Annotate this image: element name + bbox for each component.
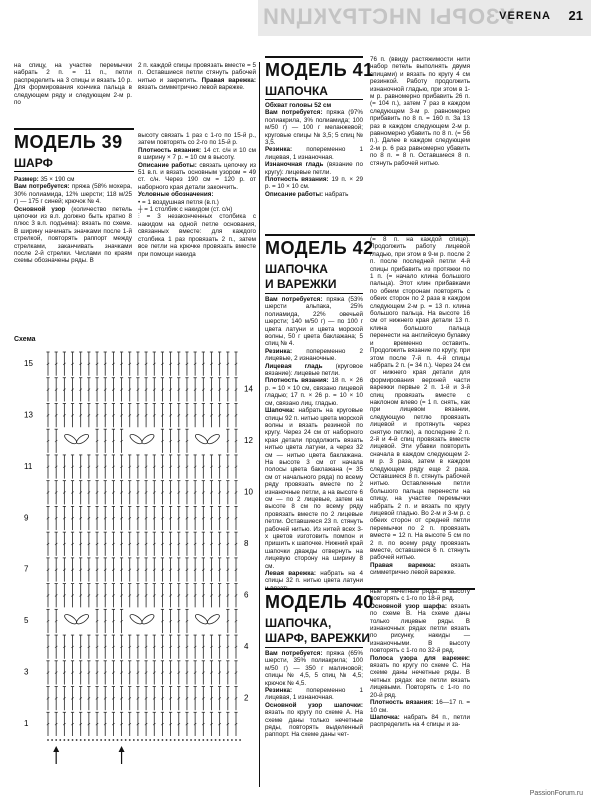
paragraph: Описание работы: набрать	[265, 190, 349, 198]
chain-stitch	[145, 739, 147, 741]
paragraph: Шапочка: набрать на круговые спицы 92 п. нитью цвета морской волны и вязать резинкой по кругу. Через 24 см от наборного края детали продолжить вязать нитью цвета латуни, а через 32 см — нитью цвета баклажана. На высоте 3 см от начала полосы цвета баклажана (= 35 см от начального ряда) по всему ряду провязать вместе по 2 изнаночные петли, а на высоте 6 см — по 2 лицевые, затем на высоте 8 см по всему ряду провязать вместе по 2 лицевые петли. Оставшиеся 23 п. стянуть рабочей нитью. Из нитей всех 3-х цветов изготовить помпон и пришить к шапочке. Нижний край шапочки дважды отвернуть на лицевую сторону на ширину 8 см.	[265, 407, 363, 570]
chain-stitch	[190, 739, 192, 741]
model39-text-b: высоту связать 1 раз с 1-го по 15-й р., затем повторять со 2-го по 15-й р. Плотность вязания: 14 ст. с/н и 10 см в ширину × 7 р. = 10 см в высоту. Описание работы: связать цепочку из 51 в.п. и вязать основным узором = 49 ст. с/н. Через 190 см = 120 р. от наборного края детали закончить. Условные обозначения: • = 1 воздушная петля (в.п.) ┼ = 1 столбик с накидом (ст. с/н) ⫶ = 3 незаконченных столбика с накидом на одной петле основания, связанных вместе: для каждого столбика 1 раз провязать 2 п., затем все петли на крючке провязать вместе при помощи накида	[138, 132, 257, 258]
row-number-right: 12	[244, 436, 253, 446]
chain-stitch	[198, 739, 200, 741]
divider	[265, 293, 363, 294]
paragraph: Изнаночная гладь (вязание по кругу): лицевые петли.	[265, 161, 363, 176]
text-col1-top: на спицу, на участке перемычки набрать 2 п. = 11 п., петли распределить на 3 спицы и вязать 10 р. Для формирования кончика пальца в следующем ряду и следующем 2-м р. по	[14, 62, 132, 107]
chain-stitch	[215, 739, 217, 741]
chain-stitch	[153, 739, 155, 741]
leaf-cluster	[141, 613, 156, 626]
paragraph: Резинка: попеременно 2 лицевые, 2 изнаночные.	[265, 347, 363, 363]
chain-stitch	[112, 739, 114, 741]
chain-stitch	[80, 739, 82, 741]
paragraph: Основной узор шарфа: вязать по схеме В. На схеме даны только лицевые ряды. В изнаночных рядах петли вязать по рисунку, накиды — изнаночными. В высоту повторять с 1-го по 32-й ряд.	[370, 602, 470, 655]
row-number-right: 6	[244, 590, 249, 600]
divider	[14, 171, 134, 172]
legend-item: ┼ = 1 столбик с накидом (ст. с/н)	[138, 206, 233, 214]
paragraph: Резинка: попеременно 1 лицевая, 1 изнаночная.	[265, 146, 363, 161]
paragraph: Резинка: попеременно 1 лицевая, 1 изнаночная.	[265, 687, 363, 702]
leaf-cluster	[75, 433, 90, 446]
leaf-cluster	[63, 613, 78, 626]
legend-item: ⫶ = 3 незаконченных столбика с накидом на одной петле основания, связанных вместе: для каждого столбика 1 раз провязать 2 п., затем все петли на крючке провязать вместе при помощи накида	[138, 213, 256, 258]
chain-stitch	[55, 739, 57, 741]
divider	[14, 128, 134, 130]
chain-stitch	[59, 739, 61, 741]
chain-stitch	[239, 739, 241, 741]
row-number-left: 13	[24, 410, 33, 420]
model42-text-a	[265, 296, 363, 592]
leaf-cluster	[194, 433, 209, 446]
chain-stitch	[186, 739, 188, 741]
chain-stitch	[182, 739, 184, 741]
chain-stitch	[72, 739, 74, 741]
chain-stitch	[84, 739, 86, 741]
chain-stitch	[170, 739, 172, 741]
row-number-right: 10	[244, 487, 253, 497]
leaf-cluster	[129, 433, 144, 446]
chain-stitch	[219, 739, 221, 741]
page-number: 21	[568, 8, 583, 23]
chain-stitch	[157, 739, 159, 741]
chain-stitch	[68, 739, 70, 741]
model40-text-a	[265, 650, 363, 739]
model40-text-b	[370, 588, 470, 729]
row-number-left: 15	[24, 358, 33, 368]
chain-stitch	[174, 739, 176, 741]
row-number-right: 2	[244, 693, 249, 703]
paragraph: ные и нечетные ряды. В высоту повторять с 1-го по 18-й ряд.	[370, 588, 470, 603]
model41-text-a	[265, 102, 363, 198]
paragraph: Плотность вязания: 18 п. × 26 р. = 10 × 10 см, связано лицевой гладью; 17 п. × 26 р. = 10 × 10 см, связано лиц. гладью.	[265, 377, 363, 407]
chain-stitch	[121, 739, 123, 741]
row-number-left: 5	[24, 616, 29, 626]
chain-stitch	[137, 739, 139, 741]
chain-stitch	[231, 739, 233, 741]
row-number-left: 9	[24, 513, 29, 523]
paragraph: Левая варежка: набрать на 4 спицы 32 п. нитью цвета латуни	[265, 570, 363, 585]
model39-text-a: Размер: 35 × 190 см Вам потребуется: пряжа (58% мохера, 30% полиамида, 12% шерсти; 118 м/25 г) — 175 г синей; крючок № 4. Основной узор (количество петель цепочки из в.п. должно быть кратно 8 плюс 3 в.п. подъема): вязать по схеме. В ширину начинать значками после 1-й стрелкой, повторять раппорт между стрелками, заканчивать значками после 2-й стрелки. Числами по краям схемы обозначены ряды. В	[14, 176, 133, 265]
crochet-chart	[14, 344, 254, 784]
chain-stitch	[223, 739, 225, 741]
chain-stitch	[47, 739, 49, 741]
repeat-arrow-head	[53, 746, 59, 752]
leaf-cluster	[206, 433, 221, 446]
model40-subtitle-1: ШАПОЧКА,	[265, 616, 332, 630]
model42-subtitle-1: ШАПОЧКА	[265, 262, 328, 276]
chain-stitch	[227, 739, 229, 741]
row-number-left: 11	[24, 461, 33, 471]
chain-stitch	[100, 739, 102, 741]
chain-stitch	[51, 739, 53, 741]
divider	[265, 99, 363, 100]
paragraph: Вам потребуется: пряжа (97% полиакрила, 3% полиамида; 100 м/50 г) — 100 г меланжевой; круговые спицы № 3,5; 5 спиц № 3,5.	[265, 109, 363, 147]
chain-stitch	[125, 739, 127, 741]
chain-stitch	[178, 739, 180, 741]
scheme-label: Схема	[14, 336, 36, 343]
legend-item: • = 1 воздушная петля (в.п.)	[138, 198, 219, 206]
chain-stitch	[104, 739, 106, 741]
chain-stitch	[149, 739, 151, 741]
model41-title: МОДЕЛЬ 41	[265, 60, 374, 80]
leaf-cluster	[129, 613, 144, 626]
paragraph: Плотность вязания: 19 п. × 29 р. = 10 × 10 см.	[265, 176, 363, 191]
row-number-left: 1	[24, 719, 29, 729]
chain-stitch	[129, 739, 131, 741]
chain-stitch	[211, 739, 213, 741]
model39-subtitle: ШАРФ	[14, 156, 53, 170]
chain-stitch	[88, 739, 90, 741]
model41-subtitle: ШАПОЧКА	[265, 84, 328, 98]
text-col2-top: 2 п. каждой спицы провязать вместе = 5 п. Оставшиеся петли стянуть рабочей нитью и закрепить. Правая варежка: вязать симметрично левой варежке.	[138, 62, 256, 92]
chain-stitch	[235, 739, 237, 741]
paragraph: Вам потребуется: пряжа (65% шерсти, 35% полиакрила; 100 м/50 г) — 350 г малиновой; спицы № 4,5, 5 спиц № 4,5; крючок № 4,5.	[265, 650, 363, 687]
model40-subtitle-2: ШАРФ, ВАРЕЖКИ	[265, 631, 371, 645]
model42-text-b: (= 8 п. на каждой спице). Продолжить работу лицевой гладью, при этом в 9-м р. после 2 п. после последней петли 4-й спицы прибавить из протяжки по 1 п. (= начало клина большого пальца). Этот клин прибавками по обеим сторонам повторять с обеих сторон по 2 раза в каждом следующем 2-м р. = 13 п. клина большого пальца. На высоте 16 см от нижнего края детали 13 п. клина большого пальца перенести на английскую булавку и временно оставить. Продолжить вязание по кругу, при этом после 7-й п. 4-й спицы набрать 2 п. (= 34 п.). Через 24 см от нижнего края детали для формирования верхней части варежки первые 2 п. 1-й и 3-й спиц провязать вместе с наклоном влево (= 1 п. снять, как при лицевом вязании, следующую петлю провязать лицевой и протянуть через снятую петлю), а последние 2 п. 2-й и 4-й спиц провязать вместе лицевой. Эти убавки повторить сначала в каждом следующем 2-м р. 3 раза, затем в каждом следующем ряду еще 2 раза. Оставшиеся 8 п. стянуть рабочей нитью. Оставленные петли большого пальца перенести на спицу, на участке перемычки набрать 2 п. и вязать по кругу лицевой гладью. Во 2-м и 3-м р. с обеих сторон от средней петли перемычки по 2 п. провязать вместе = 12 п. На высоте 5 см по 2 п. по всему ряду провязать вместе, оставшиеся 6 п. стянуть рабочей нитью. Правая варежка: вязать симметрично левой варежке.	[370, 236, 470, 577]
chain-stitch	[194, 739, 196, 741]
column-divider	[259, 62, 260, 787]
leaf-cluster	[75, 613, 90, 626]
model42-subtitle-2: И ВАРЕЖКИ	[265, 277, 337, 291]
chain-stitch	[117, 739, 119, 741]
leaf-cluster	[63, 433, 78, 446]
paragraph: Полоса узора для варежек: вязать по кругу по схеме С. На схеме даны нечетные ряды. В четных рядах все петли вязать лицевыми. Повторять с 1-го по 20-й ряд.	[370, 654, 470, 699]
chain-stitch	[202, 739, 204, 741]
row-number-left: 7	[24, 564, 29, 574]
paragraph: Лицевая гладь (круговое вязание): лицевые петли.	[265, 362, 363, 378]
site-watermark: PassionForum.ru	[529, 790, 583, 797]
chain-stitch	[206, 739, 208, 741]
repeat-arrow-head	[119, 746, 125, 752]
row-number-right: 4	[244, 641, 249, 651]
model41-text-b: 76 п. (ввиду растяжимости нити набор петель выполнять двумя спицами) и вязать по кругу 4 см резинкой. Работу продолжить изнаночной гладью, при этом в 1-м р. равномерно прибавить 26 п. (= 104 п.), затем 7 раз в каждом следующем 3-м р. равномерно прибавить по 8 п. = 160 п. За 13 раз в каждом следующем 2-м р. равномерно убавить по 8 п. (= 56 п.). Далее в каждом следующем 2-м р. 6 раз равномерно убавить по 8 п. = 8 п. Оставшиеся 8 п. стянуть рабочей нитью.	[370, 56, 470, 167]
paragraph: Основной узор шапочки: вязать по кругу по схеме А. На схеме даны только нечетные ряды, повторять выделенный раппорт. На схеме даны чет-	[265, 701, 363, 739]
section-title: УЗОРЫ ИНСТРУКЦИИ	[262, 4, 515, 29]
leaf-cluster	[194, 613, 209, 626]
chain-stitch	[76, 739, 78, 741]
row-number-right: 8	[244, 539, 249, 548]
magazine-name: VERENA	[499, 10, 551, 22]
model40-title: МОДЕЛЬ 40	[265, 592, 374, 612]
chain-stitch	[96, 739, 98, 741]
paragraph: Шапочка: набрать 84 п., петли распределить на 4 спицы и за-	[370, 713, 471, 729]
chain-stitch	[166, 739, 168, 741]
chain-stitch	[141, 739, 143, 741]
paragraph: Вам потребуется: пряжа (53% шерсти альпака, 25% полиамида, 22% овечьей шерсти; 140 м/50 г) — по 100 г цвета латуни и цвета морской волны, 50 г цвета баклажана; 5 спиц № 4.	[265, 296, 363, 348]
paragraph: Обхват головы 52 см	[265, 102, 332, 109]
model42-title: МОДЕЛЬ 42	[265, 238, 374, 258]
chain-stitch	[133, 739, 135, 741]
model39-title: МОДЕЛЬ 39	[14, 132, 123, 152]
paragraph: Плотность вязания: 16—17 п. = 10 см.	[370, 699, 470, 714]
divider	[265, 647, 363, 648]
row-number-left: 3	[24, 667, 29, 677]
leaf-cluster	[206, 613, 221, 626]
divider	[265, 56, 363, 58]
leaf-cluster	[141, 433, 156, 446]
chain-stitch	[63, 739, 65, 741]
chain-stitch	[108, 739, 110, 741]
row-number-right: 14	[244, 384, 253, 394]
chain-stitch	[92, 739, 94, 741]
chain-stitch	[162, 739, 164, 741]
